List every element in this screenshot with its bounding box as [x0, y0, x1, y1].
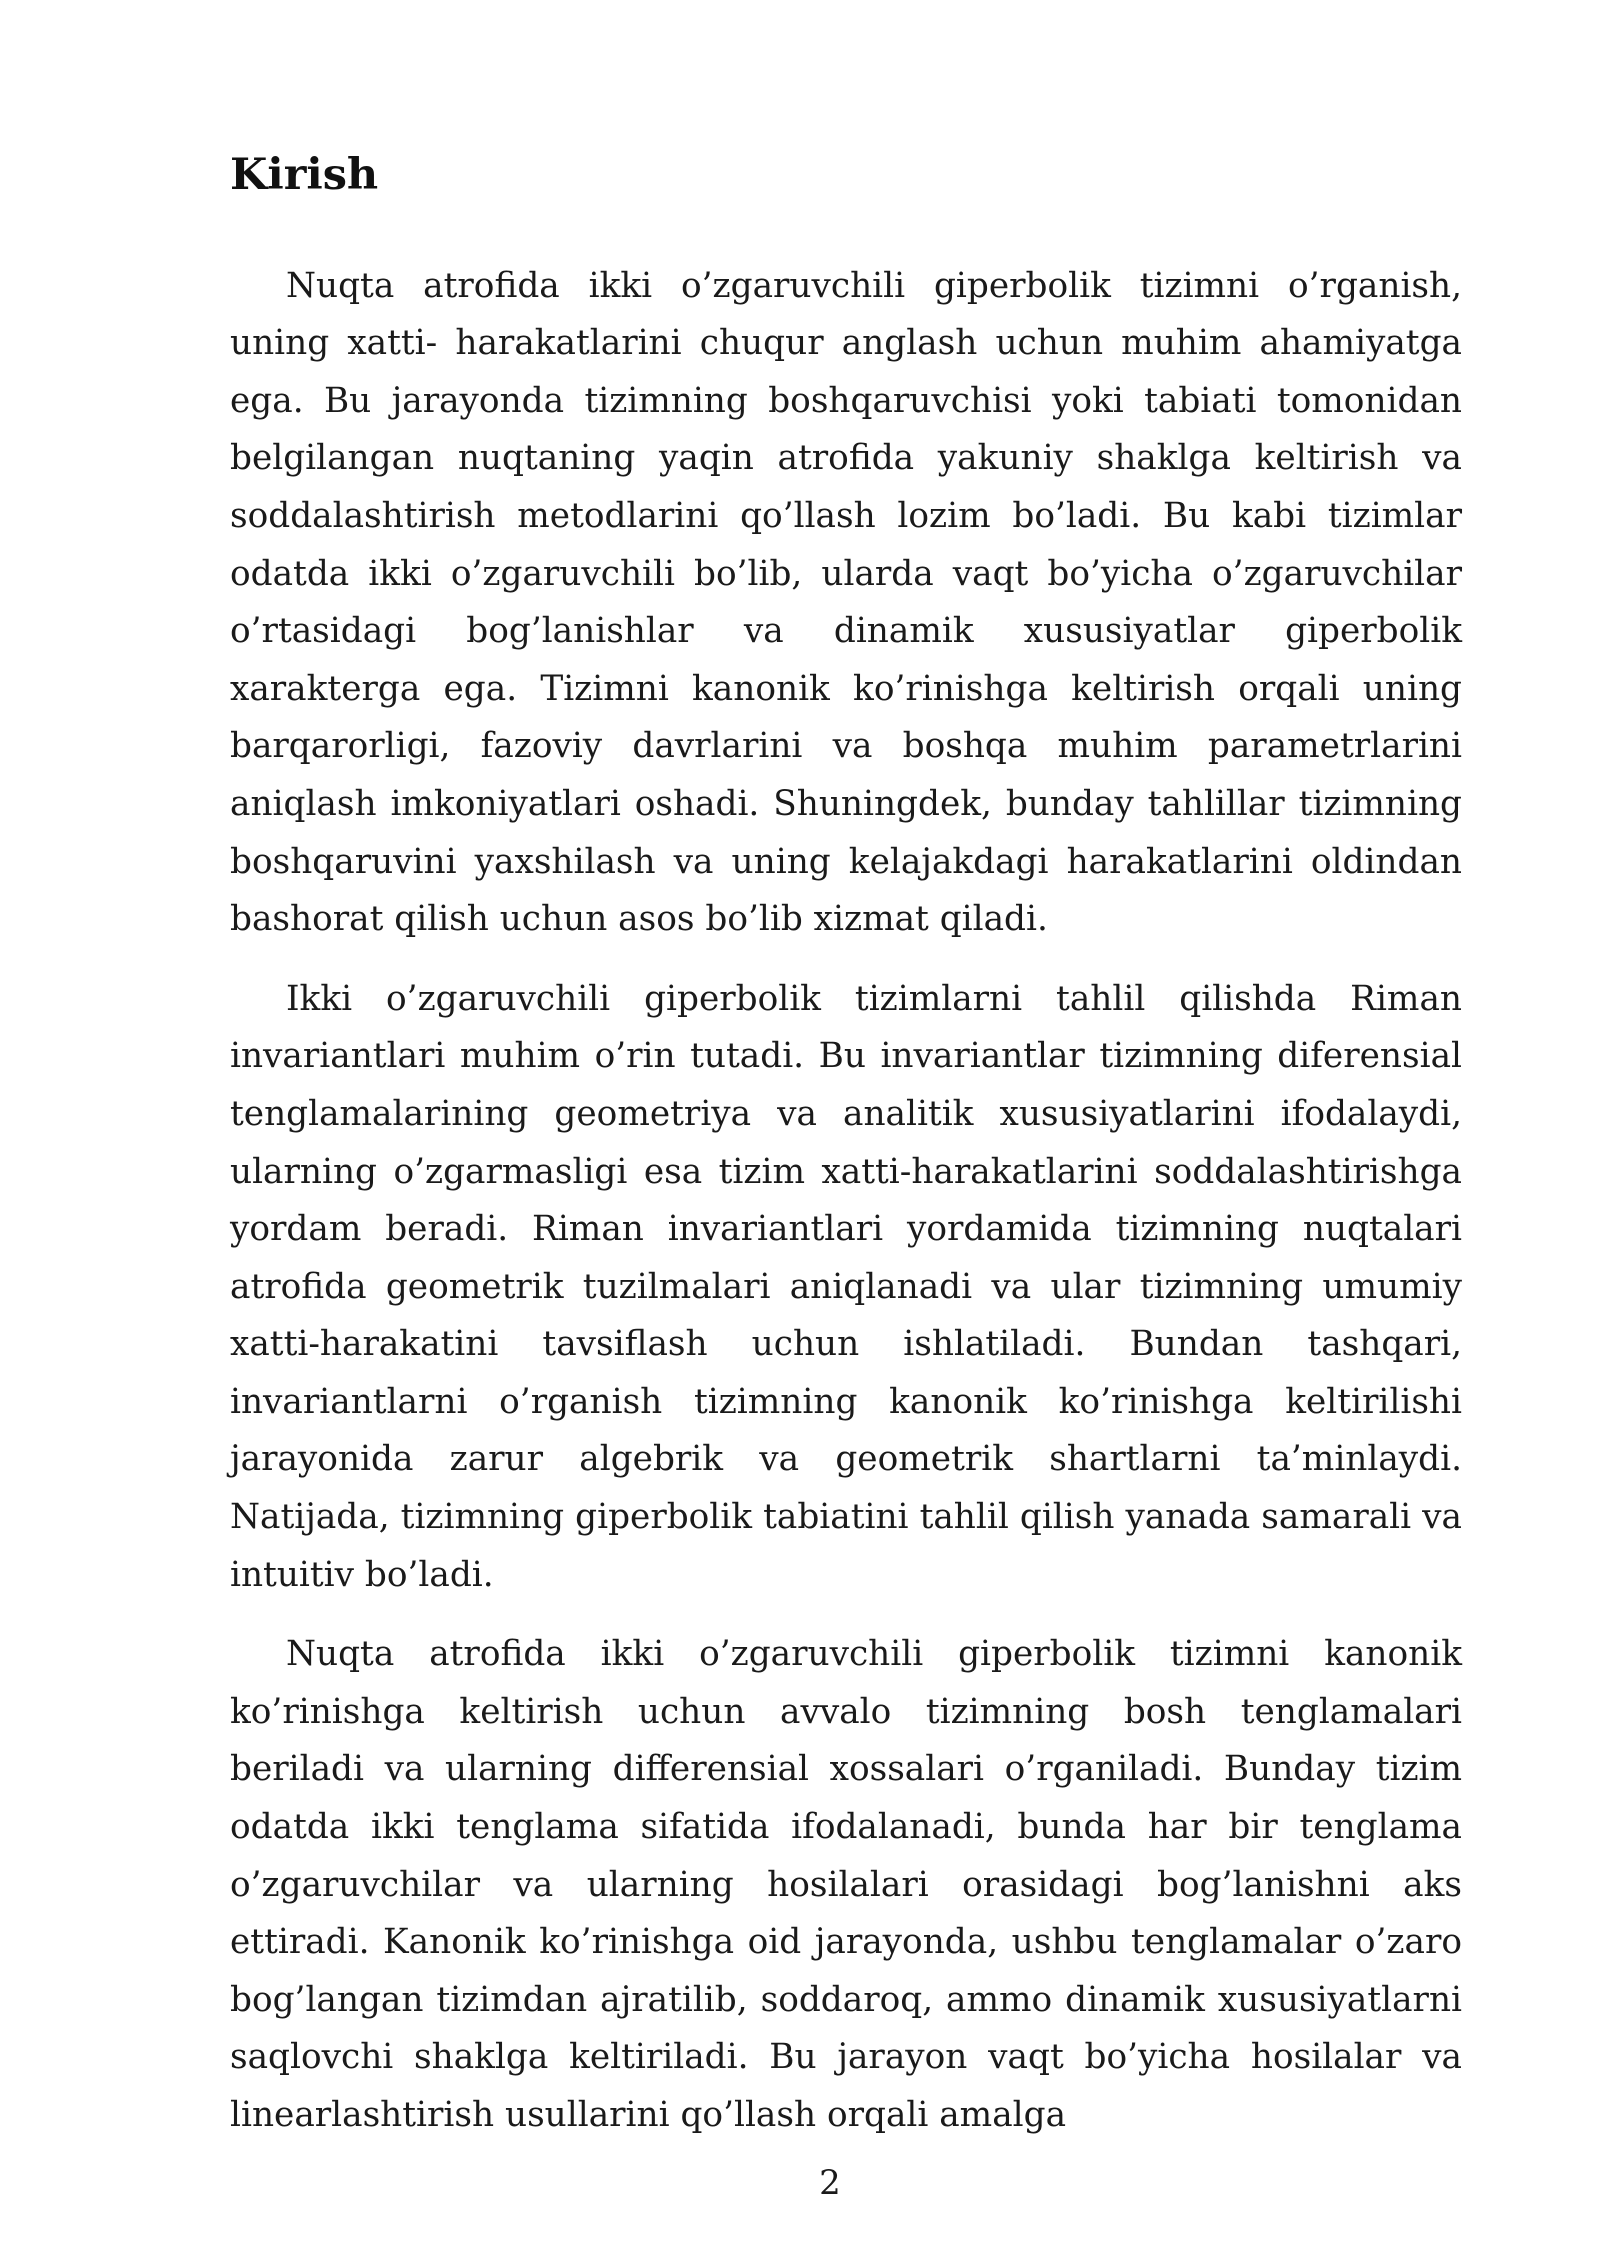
paragraph-2: Ikki o’zgaruvchili giperbolik tizimlarni tahlil qilishda Riman invariantlari muhim o’rin tutadi. Bu invariantlar tizimning diferensial tenglamalarining geometriya va analitik xususiyatlarini ifodalaydi, ularning o’zgarmasligi esa tizim xatti-harakatlarini soddalashtirishga yordam beradi. Riman invariantlari yordamida tizimning nuqtalari atrofida geometrik tuzilmalari aniqlanadi va ular tizimning umumiy xatti-harakatini tavsiflash uchun ishlatiladi. Bundan tashqari, invariantlarni o’rganish tizimning kanonik ko’rinishga keltirilishi jarayonida zarur algebrik va geometrik shartlarni ta’minlaydi. Natijada, tizimning giperbolik tabiatini tahlil qilish yanada samarali va intuitiv bo’ladi. — [230, 978, 1462, 1595]
paragraph-1: Nuqta atrofida ikki o’zgaruvchili giperbolik tizimni o’rganish, uning xatti- harakatlarini chuqur anglash uchun muhim ahamiyatga ega. Bu jarayonda tizimning boshqaruvchisi yoki tabiati tomonidan belgilangan nuqtaning yaqin atrofida yakuniy shaklga keltirish va soddalashtirish metodlarini qo’llash lozim bo’ladi. Bu kabi tizimlar odatda ikki o’zgaruvchili bo’lib, ularda vaqt bo’yicha o’zgaruvchilar o’rtasidagi bog’lanishlar va dinamik xususiyatlar giperbolik xarakterga ega. Tizimni kanonik ko’rinishga keltirish orqali uning barqarorligi, fazoviy davrlarini va boshqa muhim parametrlarini aniqlash imkoniyatlari oshadi. Shuningdek, bunday tahlillar tizimning boshqaruvini yaxshilash va uning kelajakdagi harakatlarini oldindan bashorat qilish uchun asos bo’lib xizmat qiladi. — [230, 265, 1462, 940]
page-number: 2 — [819, 2163, 841, 2203]
section-heading: Kirish — [230, 150, 379, 200]
page-content — [230, 150, 1462, 2167]
paragraph-3: Nuqta atrofida ikki o’zgaruvchili giperbolik tizimni kanonik ko’rinishga keltirish uchun avvalo tizimning bosh tenglamalari beriladi va ularning differensial xossalari o’rganiladi. Bunday tizim odatda ikki tenglama sifatida ifodalanadi, bunda har bir tenglama o’zgaruvchilar va ularning hosilalari orasidagi bog’lanishni aks ettiradi. Kanonik ko’rinishga oid jarayonda, ushbu tenglamalar o’zaro bog’langan tizimdan ajratilib, soddaroq, ammo dinamik xususiyatlarni saqlovchi shaklga keltiriladi. Bu jarayon vaqt bo’yicha hosilalar va linearlashtirish usullarini qo’llash orqali amalga — [230, 1634, 1462, 2135]
